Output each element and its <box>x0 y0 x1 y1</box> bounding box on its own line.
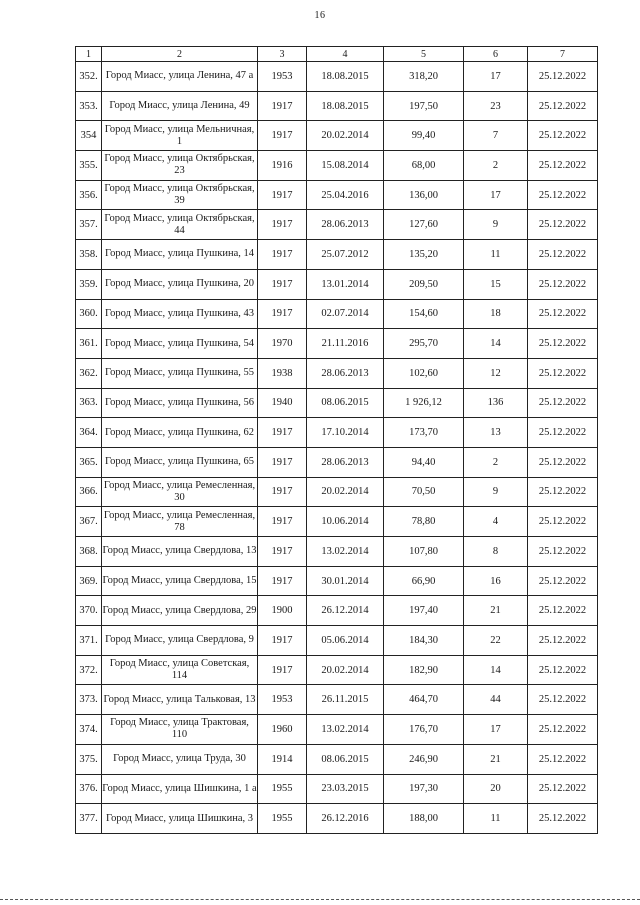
residents-count: 8 <box>464 537 528 567</box>
total-area: 136,00 <box>384 180 464 210</box>
residents-count: 15 <box>464 269 528 299</box>
table-row <box>76 180 598 210</box>
survey-date: 08.06.2015 <box>307 388 384 418</box>
building-address: Город Миасс, улица Свердлова, 15 <box>102 566 258 596</box>
residents-count: 2 <box>464 151 528 181</box>
survey-date: 21.11.2016 <box>307 329 384 359</box>
residents-count: 9 <box>464 210 528 240</box>
row-number: 364. <box>76 418 102 448</box>
row-number: 363. <box>76 388 102 418</box>
residents-count: 13 <box>464 418 528 448</box>
table-row <box>76 418 598 448</box>
survey-date: 28.06.2013 <box>307 447 384 477</box>
building-address: Город Миасс, улица Свердлова, 9 <box>102 626 258 656</box>
table-row <box>76 240 598 270</box>
survey-date: 25.07.2012 <box>307 240 384 270</box>
construction-year: 1917 <box>258 91 307 121</box>
resettlement-deadline: 25.12.2022 <box>528 655 598 685</box>
building-address: Город Миасс, улица Свердлова, 29 <box>102 596 258 626</box>
column-header: 5 <box>384 47 464 62</box>
resettlement-deadline: 25.12.2022 <box>528 180 598 210</box>
residents-count: 9 <box>464 477 528 507</box>
construction-year: 1940 <box>258 388 307 418</box>
total-area: 176,70 <box>384 715 464 745</box>
table-row <box>76 121 598 151</box>
construction-year: 1970 <box>258 329 307 359</box>
row-number: 374. <box>76 715 102 745</box>
resettlement-deadline: 25.12.2022 <box>528 240 598 270</box>
total-area: 197,40 <box>384 596 464 626</box>
building-address: Город Миасс, улица Мельничная, 1 <box>102 121 258 151</box>
residents-count: 17 <box>464 715 528 745</box>
total-area: 197,50 <box>384 91 464 121</box>
row-number: 373. <box>76 685 102 715</box>
residents-count: 44 <box>464 685 528 715</box>
row-number: 361. <box>76 329 102 359</box>
total-area: 78,80 <box>384 507 464 537</box>
table-row <box>76 269 598 299</box>
resettlement-deadline: 25.12.2022 <box>528 477 598 507</box>
total-area: 127,60 <box>384 210 464 240</box>
resettlement-deadline: 25.12.2022 <box>528 507 598 537</box>
row-number: 367. <box>76 507 102 537</box>
construction-year: 1917 <box>258 477 307 507</box>
building-address: Город Миасс, улица Ремесленная, 30 <box>102 477 258 507</box>
resettlement-deadline: 25.12.2022 <box>528 299 598 329</box>
table-row <box>76 744 598 774</box>
total-area: 102,60 <box>384 358 464 388</box>
construction-year: 1960 <box>258 715 307 745</box>
table-row <box>76 685 598 715</box>
resettlement-deadline: 25.12.2022 <box>528 62 598 92</box>
residents-count: 7 <box>464 121 528 151</box>
construction-year: 1917 <box>258 566 307 596</box>
residents-count: 21 <box>464 596 528 626</box>
total-area: 464,70 <box>384 685 464 715</box>
column-header: 4 <box>307 47 384 62</box>
residents-count: 17 <box>464 180 528 210</box>
table-row <box>76 388 598 418</box>
table-row <box>76 655 598 685</box>
building-address: Город Миасс, улица Шишкина, 1 а <box>102 774 258 804</box>
residents-count: 16 <box>464 566 528 596</box>
total-area: 154,60 <box>384 299 464 329</box>
resettlement-deadline: 25.12.2022 <box>528 626 598 656</box>
survey-date: 17.10.2014 <box>307 418 384 448</box>
resettlement-deadline: 25.12.2022 <box>528 566 598 596</box>
construction-year: 1917 <box>258 210 307 240</box>
residents-count: 12 <box>464 358 528 388</box>
construction-year: 1917 <box>258 269 307 299</box>
construction-year: 1900 <box>258 596 307 626</box>
total-area: 173,70 <box>384 418 464 448</box>
building-address: Город Миасс, улица Труда, 30 <box>102 744 258 774</box>
resettlement-deadline: 25.12.2022 <box>528 596 598 626</box>
column-header: 3 <box>258 47 307 62</box>
construction-year: 1955 <box>258 804 307 834</box>
survey-date: 15.08.2014 <box>307 151 384 181</box>
survey-date: 30.01.2014 <box>307 566 384 596</box>
table-row <box>76 804 598 834</box>
residents-count: 18 <box>464 299 528 329</box>
column-number-row <box>76 47 598 62</box>
page-number: 16 <box>314 10 326 21</box>
construction-year: 1953 <box>258 685 307 715</box>
resettlement-deadline: 25.12.2022 <box>528 774 598 804</box>
survey-date: 28.06.2013 <box>307 358 384 388</box>
resettlement-deadline: 25.12.2022 <box>528 388 598 418</box>
construction-year: 1917 <box>258 447 307 477</box>
total-area: 1 926,12 <box>384 388 464 418</box>
table-row <box>76 566 598 596</box>
table-row <box>76 329 598 359</box>
survey-date: 20.02.2014 <box>307 121 384 151</box>
resettlement-deadline: 25.12.2022 <box>528 329 598 359</box>
table-row <box>76 210 598 240</box>
total-area: 318,20 <box>384 62 464 92</box>
row-number: 353. <box>76 91 102 121</box>
building-address: Город Миасс, улица Октябрьская, 39 <box>102 180 258 210</box>
page-bottom-edge <box>0 899 640 900</box>
total-area: 197,30 <box>384 774 464 804</box>
table-row <box>76 299 598 329</box>
building-address: Город Миасс, улица Советская, 114 <box>102 655 258 685</box>
row-number: 368. <box>76 537 102 567</box>
row-number: 371. <box>76 626 102 656</box>
residents-count: 20 <box>464 774 528 804</box>
column-header: 1 <box>76 47 102 62</box>
total-area: 184,30 <box>384 626 464 656</box>
resettlement-deadline: 25.12.2022 <box>528 358 598 388</box>
building-address: Город Миасс, улица Пушкина, 43 <box>102 299 258 329</box>
row-number: 369. <box>76 566 102 596</box>
residents-count: 23 <box>464 91 528 121</box>
construction-year: 1938 <box>258 358 307 388</box>
building-address: Город Миасс, улица Пушкина, 14 <box>102 240 258 270</box>
survey-date: 26.12.2014 <box>307 596 384 626</box>
building-address: Город Миасс, улица Ленина, 47 а <box>102 62 258 92</box>
building-address: Город Миасс, улица Шишкина, 3 <box>102 804 258 834</box>
resettlement-deadline: 25.12.2022 <box>528 91 598 121</box>
construction-year: 1917 <box>258 655 307 685</box>
construction-year: 1914 <box>258 744 307 774</box>
total-area: 182,90 <box>384 655 464 685</box>
survey-date: 02.07.2014 <box>307 299 384 329</box>
residents-count: 136 <box>464 388 528 418</box>
residents-count: 2 <box>464 447 528 477</box>
survey-date: 26.11.2015 <box>307 685 384 715</box>
column-header: 6 <box>464 47 528 62</box>
survey-date: 05.06.2014 <box>307 626 384 656</box>
residents-count: 4 <box>464 507 528 537</box>
row-number: 362. <box>76 358 102 388</box>
total-area: 135,20 <box>384 240 464 270</box>
row-number: 375. <box>76 744 102 774</box>
total-area: 94,40 <box>384 447 464 477</box>
construction-year: 1917 <box>258 626 307 656</box>
housing-registry-table <box>75 46 598 834</box>
construction-year: 1917 <box>258 537 307 567</box>
residents-count: 11 <box>464 804 528 834</box>
construction-year: 1916 <box>258 151 307 181</box>
row-number: 359. <box>76 269 102 299</box>
building-address: Город Миасс, улица Пушкина, 62 <box>102 418 258 448</box>
construction-year: 1955 <box>258 774 307 804</box>
resettlement-deadline: 25.12.2022 <box>528 804 598 834</box>
total-area: 188,00 <box>384 804 464 834</box>
resettlement-deadline: 25.12.2022 <box>528 418 598 448</box>
survey-date: 23.03.2015 <box>307 774 384 804</box>
table-row <box>76 151 598 181</box>
residents-count: 14 <box>464 655 528 685</box>
survey-date: 28.06.2013 <box>307 210 384 240</box>
row-number: 355. <box>76 151 102 181</box>
building-address: Город Миасс, улица Пушкина, 55 <box>102 358 258 388</box>
building-address: Город Миасс, улица Ленина, 49 <box>102 91 258 121</box>
table-row <box>76 537 598 567</box>
row-number: 372. <box>76 655 102 685</box>
table-row <box>76 477 598 507</box>
building-address: Город Миасс, улица Ремесленная, 78 <box>102 507 258 537</box>
building-address: Город Миасс, улица Тальковая, 13 <box>102 685 258 715</box>
table-row <box>76 596 598 626</box>
row-number: 366. <box>76 477 102 507</box>
resettlement-deadline: 25.12.2022 <box>528 151 598 181</box>
survey-date: 10.06.2014 <box>307 507 384 537</box>
construction-year: 1917 <box>258 507 307 537</box>
table-row <box>76 774 598 804</box>
survey-date: 13.02.2014 <box>307 537 384 567</box>
table-row <box>76 358 598 388</box>
residents-count: 14 <box>464 329 528 359</box>
table-row <box>76 62 598 92</box>
row-number: 370. <box>76 596 102 626</box>
survey-date: 20.02.2014 <box>307 477 384 507</box>
resettlement-deadline: 25.12.2022 <box>528 269 598 299</box>
survey-date: 26.12.2016 <box>307 804 384 834</box>
survey-date: 20.02.2014 <box>307 655 384 685</box>
building-address: Город Миасс, улица Пушкина, 65 <box>102 447 258 477</box>
column-header: 7 <box>528 47 598 62</box>
table-row <box>76 715 598 745</box>
resettlement-deadline: 25.12.2022 <box>528 685 598 715</box>
building-address: Город Миасс, улица Трактовая, 110 <box>102 715 258 745</box>
building-address: Город Миасс, улица Пушкина, 20 <box>102 269 258 299</box>
residents-count: 21 <box>464 744 528 774</box>
building-address: Город Миасс, улица Пушкина, 54 <box>102 329 258 359</box>
row-number: 352. <box>76 62 102 92</box>
table-body <box>76 62 598 834</box>
total-area: 99,40 <box>384 121 464 151</box>
resettlement-deadline: 25.12.2022 <box>528 447 598 477</box>
residents-count: 11 <box>464 240 528 270</box>
total-area: 70,50 <box>384 477 464 507</box>
total-area: 66,90 <box>384 566 464 596</box>
building-address: Город Миасс, улица Свердлова, 13 <box>102 537 258 567</box>
construction-year: 1953 <box>258 62 307 92</box>
row-number: 377. <box>76 804 102 834</box>
total-area: 107,80 <box>384 537 464 567</box>
survey-date: 13.01.2014 <box>307 269 384 299</box>
survey-date: 25.04.2016 <box>307 180 384 210</box>
table-row <box>76 507 598 537</box>
survey-date: 18.08.2015 <box>307 91 384 121</box>
total-area: 68,00 <box>384 151 464 181</box>
survey-date: 18.08.2015 <box>307 62 384 92</box>
building-address: Город Миасс, улица Пушкина, 56 <box>102 388 258 418</box>
table-row <box>76 91 598 121</box>
resettlement-deadline: 25.12.2022 <box>528 537 598 567</box>
construction-year: 1917 <box>258 121 307 151</box>
resettlement-deadline: 25.12.2022 <box>528 210 598 240</box>
residents-count: 17 <box>464 62 528 92</box>
row-number: 376. <box>76 774 102 804</box>
construction-year: 1917 <box>258 240 307 270</box>
total-area: 295,70 <box>384 329 464 359</box>
table-row <box>76 626 598 656</box>
resettlement-deadline: 25.12.2022 <box>528 744 598 774</box>
survey-date: 13.02.2014 <box>307 715 384 745</box>
survey-date: 08.06.2015 <box>307 744 384 774</box>
resettlement-deadline: 25.12.2022 <box>528 121 598 151</box>
building-address: Город Миасс, улица Октябрьская, 23 <box>102 151 258 181</box>
construction-year: 1917 <box>258 299 307 329</box>
construction-year: 1917 <box>258 180 307 210</box>
row-number: 357. <box>76 210 102 240</box>
row-number: 354 <box>76 121 102 151</box>
row-number: 356. <box>76 180 102 210</box>
row-number: 358. <box>76 240 102 270</box>
row-number: 365. <box>76 447 102 477</box>
building-address: Город Миасс, улица Октябрьская, 44 <box>102 210 258 240</box>
row-number: 360. <box>76 299 102 329</box>
table-row <box>76 447 598 477</box>
residents-count: 22 <box>464 626 528 656</box>
construction-year: 1917 <box>258 418 307 448</box>
resettlement-deadline: 25.12.2022 <box>528 715 598 745</box>
total-area: 246,90 <box>384 744 464 774</box>
total-area: 209,50 <box>384 269 464 299</box>
column-header: 2 <box>102 47 258 62</box>
